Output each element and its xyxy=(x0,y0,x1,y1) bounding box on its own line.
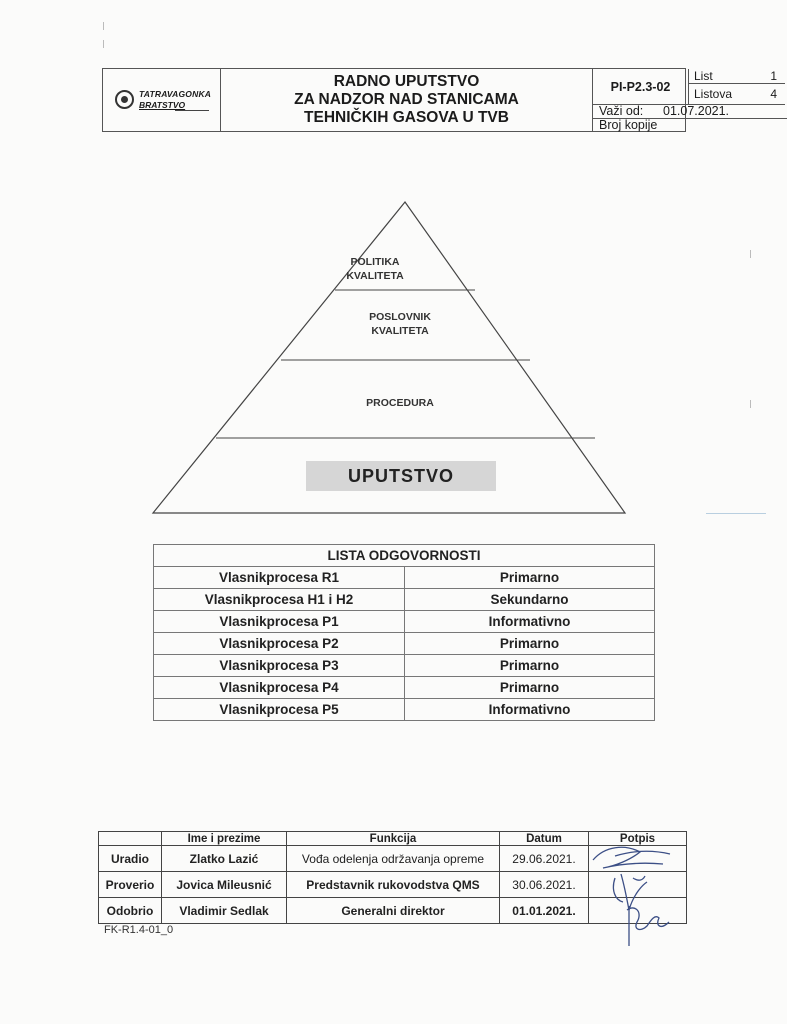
process-owner: Vlasnikprocesa H1 i H2 xyxy=(154,589,405,611)
copy-number-label: Broj kopije xyxy=(599,118,658,132)
logo-emblem-icon xyxy=(115,90,134,109)
date: 29.06.2021. xyxy=(500,846,589,872)
list-value: 1 xyxy=(770,69,777,83)
document-title xyxy=(221,69,593,131)
pyramid-level-politika xyxy=(340,255,410,283)
company-logo xyxy=(103,69,221,131)
document-meta xyxy=(593,69,777,132)
doc-code: PI-P2.3-02 xyxy=(593,69,689,105)
responsibility-level: Primarno xyxy=(405,655,655,677)
title-line-1: RADNO UPUTSTVO xyxy=(333,73,480,90)
process-owner: Vlasnikprocesa P5 xyxy=(154,699,405,721)
poslovnik-line2: KVALITETA xyxy=(371,325,429,337)
responsibility-title: LISTA ODGOVORNOSTI xyxy=(154,545,655,567)
poslovnik-line1: POSLOVNIK xyxy=(369,311,431,323)
scan-line xyxy=(706,513,766,514)
responsibility-level: Primarno xyxy=(405,633,655,655)
person-function: Vođa odelenja održavanja opreme xyxy=(287,846,500,872)
signature-uradio xyxy=(593,847,670,868)
listova-label: Listova xyxy=(694,87,733,101)
listova-value: 4 xyxy=(770,87,777,101)
responsibility-level: Sekundarno xyxy=(405,589,655,611)
process-owner: Vlasnikprocesa P1 xyxy=(154,611,405,633)
responsibility-level: Primarno xyxy=(405,677,655,699)
logo-underline xyxy=(175,110,209,111)
header-role xyxy=(99,832,162,846)
list-label: List xyxy=(694,69,713,83)
signature-odobrio xyxy=(627,906,669,946)
process-owner: Vlasnikprocesa R1 xyxy=(154,567,405,589)
table-row xyxy=(154,655,655,677)
person-name: Vladimir Sedlak xyxy=(162,898,287,924)
politika-line1: POLITIKA xyxy=(350,256,400,268)
scan-mark xyxy=(103,22,104,30)
logo-name-line1: TATRAVAGONKA xyxy=(139,89,212,99)
valid-from-row xyxy=(593,105,787,119)
header-name: Ime i prezime xyxy=(162,832,287,846)
person-name: Jovica Mileusnić xyxy=(162,872,287,898)
person-function: Generalni direktor xyxy=(287,898,500,924)
responsibility-level: Informativno xyxy=(405,699,655,721)
pyramid-level-uputstvo: UPUTSTVO xyxy=(306,461,496,491)
logo-name-line2: BRATSTVO xyxy=(139,100,186,110)
header-signature: Potpis xyxy=(589,832,687,846)
pyramid-level-poslovnik xyxy=(355,310,445,338)
signature-proverio xyxy=(613,874,647,910)
header-function: Funkcija xyxy=(287,832,500,846)
title-line-3: TEHNIČKIH GASOVA U TVB xyxy=(304,109,509,126)
responsibility-level: Informativno xyxy=(405,611,655,633)
process-owner: Vlasnikprocesa P3 xyxy=(154,655,405,677)
table-row xyxy=(154,677,655,699)
responsibility-title-row xyxy=(154,545,655,567)
title-line-2: ZA NADZOR NAD STANICAMA xyxy=(294,91,519,108)
listova-row xyxy=(689,84,785,105)
role: Odobrio xyxy=(99,898,162,924)
form-code: FK-R1.4-01_0 xyxy=(104,924,174,936)
handwritten-signatures xyxy=(585,838,695,950)
person-function: Predstavnik rukovodstva QMS xyxy=(287,872,500,898)
valid-from-label: Važi od: xyxy=(599,104,644,118)
role: Uradio xyxy=(99,846,162,872)
scan-mark xyxy=(103,40,104,48)
politika-line2: KVALITETA xyxy=(346,270,404,282)
scan-mark xyxy=(750,400,751,408)
pyramid-level-procedura: PROCEDURA xyxy=(366,397,434,409)
scan-mark xyxy=(750,250,751,258)
valid-from-value: 01.07.2021. xyxy=(663,104,730,118)
responsibility-table xyxy=(153,544,655,721)
process-owner: Vlasnikprocesa P4 xyxy=(154,677,405,699)
list-row xyxy=(689,69,785,84)
table-row xyxy=(154,699,655,721)
table-row xyxy=(154,611,655,633)
process-owner: Vlasnikprocesa P2 xyxy=(154,633,405,655)
header-date: Datum xyxy=(500,832,589,846)
responsibility-level: Primarno xyxy=(405,567,655,589)
table-row xyxy=(154,633,655,655)
document-header xyxy=(102,68,777,132)
table-row xyxy=(154,567,655,589)
role: Proverio xyxy=(99,872,162,898)
person-name: Zlatko Lazić xyxy=(162,846,287,872)
table-row xyxy=(154,589,655,611)
date: 30.06.2021. xyxy=(500,872,589,898)
date: 01.01.2021. xyxy=(500,898,589,924)
